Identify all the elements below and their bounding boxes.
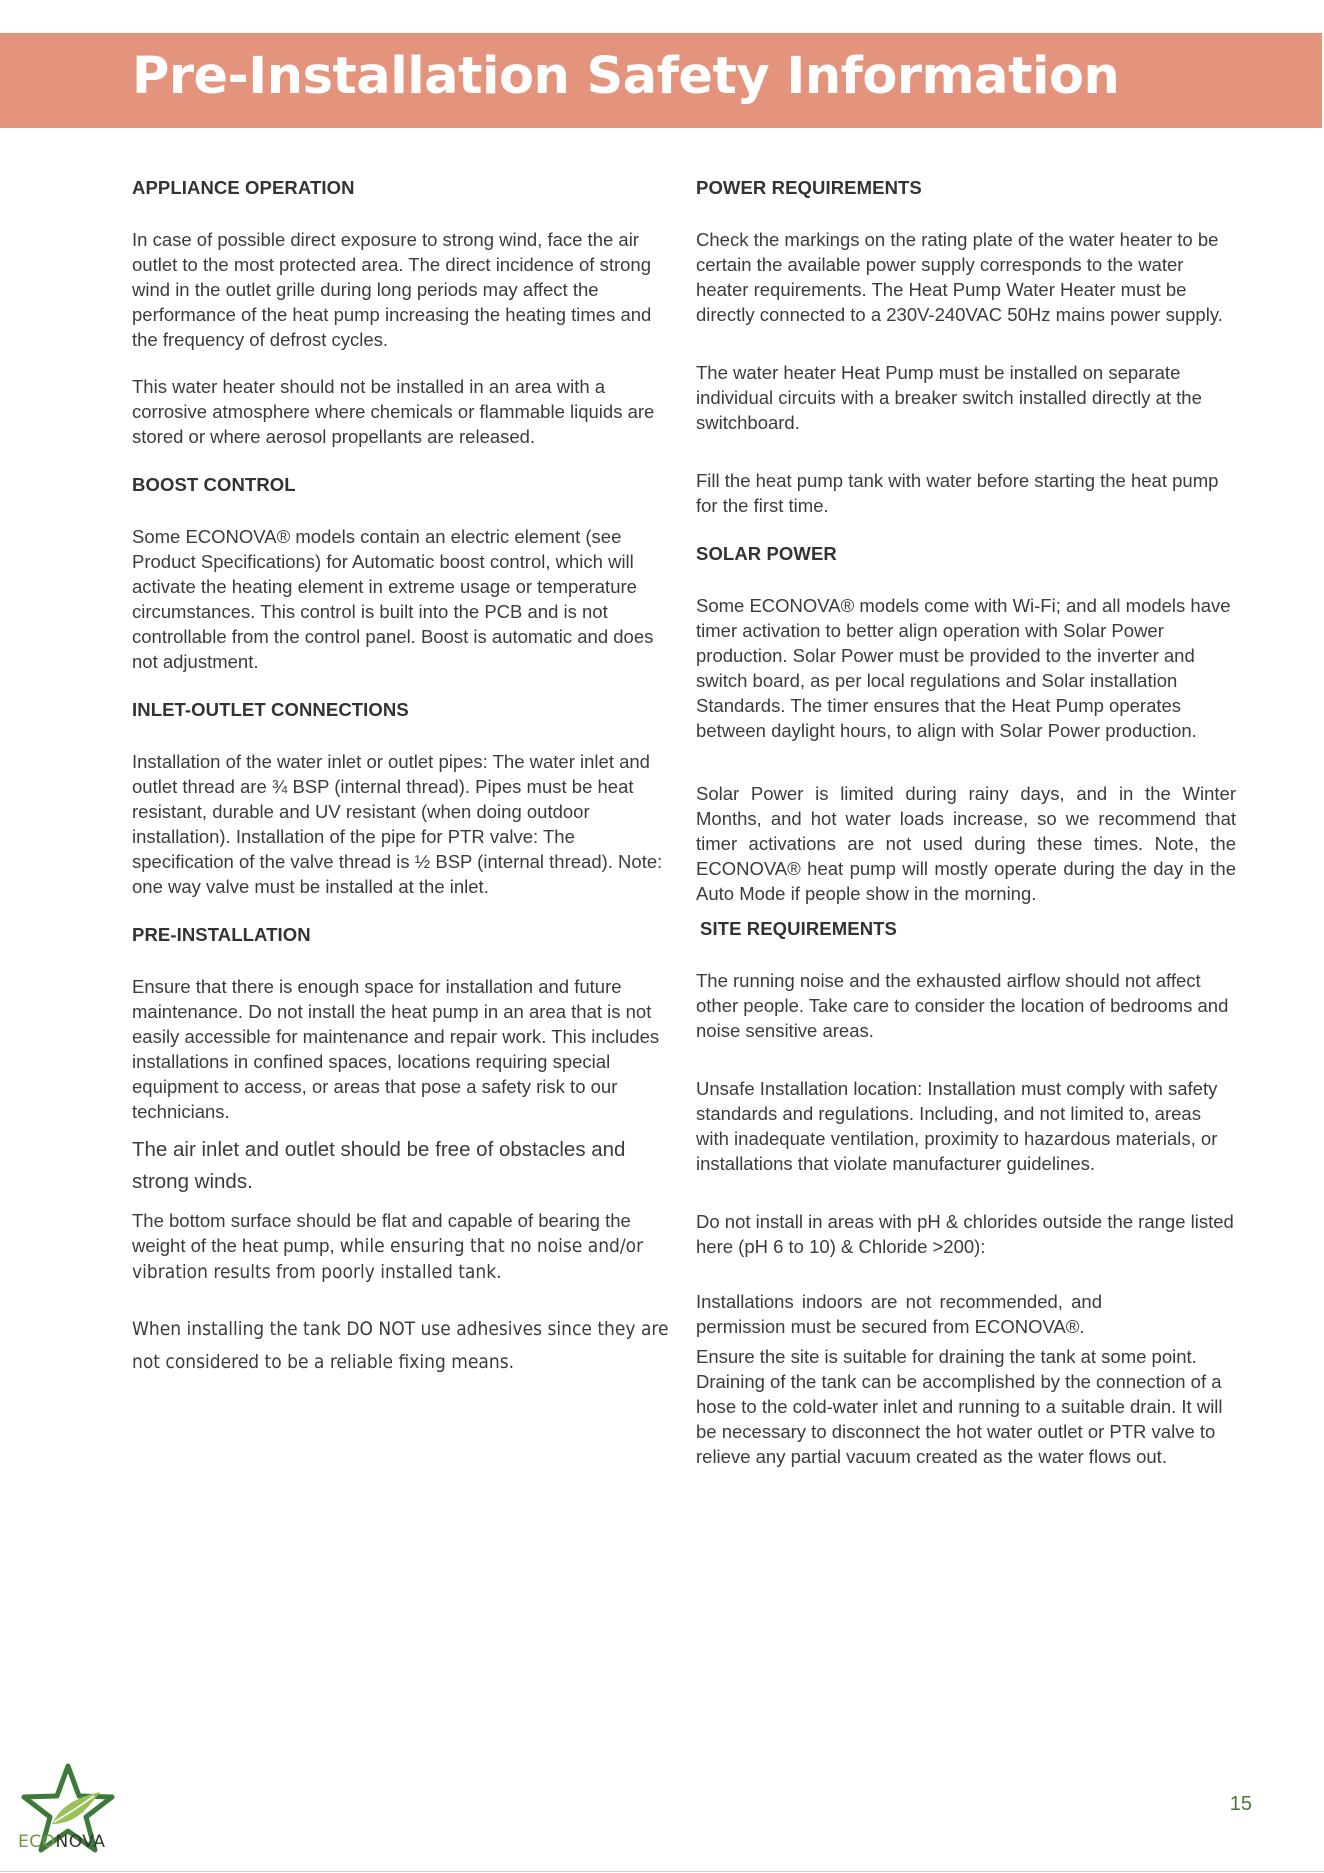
pre-installation-text: while ensuring that no noise and/or vibration results from poorly installed tank. <box>132 1235 644 1283</box>
pre-installation-paragraph: Ensure that there is enough space for installation and future maintenance. Do not install the heat pump in an area that is not easily accessible for maintenance and repair work. This includes installations in confined spaces, locations requiring special equipment to access, or areas that pose a safety risk to our technicians. <box>132 976 660 1122</box>
site-requirements-paragraph: Installations indoors are not recommended, and permission must be secured from ECONOVA®. <box>696 1291 1102 1337</box>
econova-wordmark <box>18 1832 105 1852</box>
site-requirements-paragraph: Ensure the site is suitable for draining the tank at some point. Draining of the tank can be accomplished by the connection of a hose to the cold-water inlet and running to a suitable drain. It will be necessary to disconnect the hot water outlet or PTR valve to relieve any partial vacuum created as the water flows out. <box>696 1346 1223 1467</box>
page-title: Pre-Installation Safety Information <box>132 47 1120 106</box>
site-requirements-paragraph: Unsafe Installation location: Installation must comply with safety standards and regulations. Including, and not limited to, areas with inadequate ventilation, proximity to hazardous materials, or installations that violate manufacturer guidelines. <box>696 1078 1218 1174</box>
section-heading-site-requirements: SITE REQUIREMENTS <box>700 918 897 939</box>
section-heading-appliance-operation: APPLIANCE OPERATION <box>132 177 355 198</box>
power-requirements-paragraph: Check the markings on the rating plate of the water heater to be certain the available power supply corresponds to the water heater requirements. The Heat Pump Water Heater must be directly connected to a 230V-240VAC 50Hz mains power supply. <box>696 229 1223 325</box>
section-heading-boost-control: BOOST CONTROL <box>132 474 296 495</box>
appliance-operation-paragraph: This water heater should not be installed in an area with a corrosive atmosphere where chemicals or flammable liquids are stored or where aerosol propellants are released. <box>132 376 655 447</box>
section-heading-inlet-outlet: INLET-OUTLET CONNECTIONS <box>132 699 409 720</box>
left-column <box>132 175 672 1379</box>
appliance-operation-paragraph: In case of possible direct exposure to strong wind, face the air outlet to the most protected area. The direct incidence of strong wind in the outlet grille during long periods may affect the performance of the heat pump increasing the heating times and the frequency of defrost cycles. <box>132 229 652 350</box>
site-requirements-paragraph: The running noise and the exhausted airflow should not affect other people. Take care to consider the location of bedrooms and noise sensitive areas. <box>696 970 1229 1041</box>
solar-power-paragraph: Some ECONOVA® models come with Wi-Fi; and all models have timer activation to better align operation with Solar Power production. Solar Power must be provided to the inverter and switch board, as per local regulations and Solar installation Standards. The timer ensures that the Heat Pump operates between daylight hours, to align with Solar Power production. <box>696 595 1231 741</box>
power-requirements-paragraph: The water heater Heat Pump must be installed on separate individual circuits with a breaker switch installed directly at the switchboard. <box>696 362 1202 433</box>
section-heading-solar-power: SOLAR POWER <box>696 543 837 564</box>
solar-power-paragraph: Solar Power is limited during rainy days, and in the Winter Months, and hot water loads increase, so we recommend that timer activations are not used during these times. Note, the ECONOVA® heat pump will mostly operate during the day in the Auto Mode if people show in the morning. <box>696 783 1236 904</box>
wordmark-nova: NOVA <box>55 1832 106 1852</box>
site-requirements-paragraph: Do not install in areas with pH & chlorides outside the range listed here (pH 6 to 10) & Chloride >200): <box>696 1211 1234 1257</box>
pre-installation-paragraph <box>132 1208 672 1285</box>
section-heading-pre-installation: PRE-INSTALLATION <box>132 924 311 945</box>
section-heading-power-requirements: POWER REQUIREMENTS <box>696 177 922 198</box>
page-bottom-divider <box>0 1871 1324 1872</box>
power-requirements-paragraph: Fill the heat pump tank with water before starting the heat pump for the first time. <box>696 470 1219 516</box>
page-number: 15 <box>1229 1793 1252 1815</box>
pre-installation-text: The bottom surface should be flat and capable of bearing the weight of the heat pump, <box>132 1210 631 1256</box>
inlet-outlet-paragraph: Installation of the water inlet or outlet pipes: The water inlet and outlet thread are ¾ BSP (internal thread). Pipes must be heat resistant, durable and UV resistant (when doing outdoor installation). Installation of the pipe for PTR valve: The specification of the valve thread is ½ BSP (internal thread). Note: one way valve must be installed at the inlet. <box>132 751 663 897</box>
wordmark-eco: ECO <box>18 1832 56 1852</box>
title-banner <box>0 33 1322 128</box>
right-column <box>696 175 1236 1469</box>
pre-installation-paragraph: When installing the tank DO NOT use adhesives since they are not considered to be a reliable fixing means. <box>132 1318 669 1373</box>
pre-installation-paragraph: The air inlet and outlet should be free of obstacles and strong winds. <box>132 1138 626 1193</box>
boost-control-paragraph: Some ECONOVA® models contain an electric element (see Product Specifications) for Automatic boost control, which will activate the heating element in extreme usage or temperature circumstances. This control is built into the PCB and is not controllable from the control panel. Boost is automatic and does not adjustment. <box>132 526 654 672</box>
